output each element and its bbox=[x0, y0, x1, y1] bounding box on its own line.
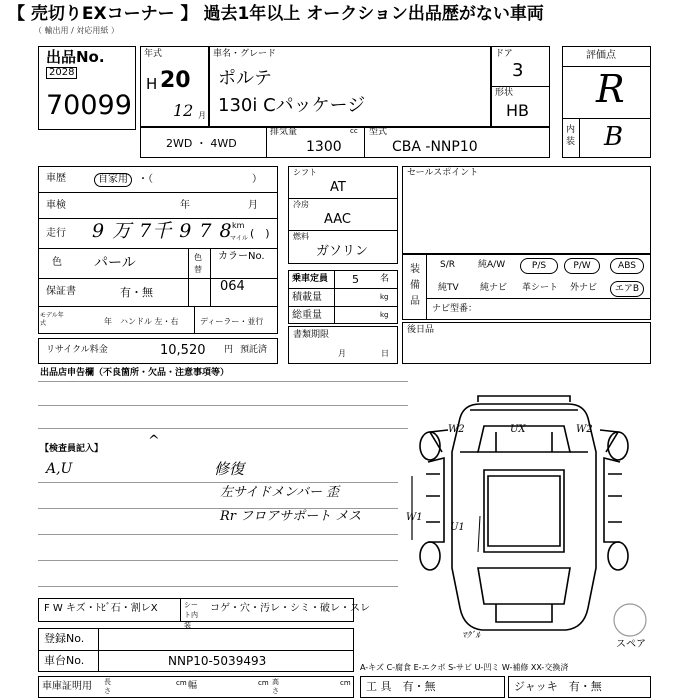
shape-label: 形状 bbox=[495, 88, 514, 98]
interior-score: B bbox=[604, 122, 624, 152]
chassis-value: NNP10-5039493 bbox=[168, 654, 267, 668]
displacement-label: 排気量 bbox=[270, 127, 298, 137]
year-value: 20 bbox=[160, 68, 191, 93]
recycle-label: リサイクル料金 bbox=[46, 345, 108, 355]
history-label: 車歴 bbox=[46, 173, 66, 184]
expiry-day: 日 bbox=[381, 349, 389, 358]
load-unit: kg bbox=[380, 293, 389, 301]
warranty-label: 保証書 bbox=[46, 286, 76, 297]
color-label: 色 bbox=[52, 257, 62, 268]
seat-label: シート内装 bbox=[184, 601, 198, 629]
equipment-label: 装備品 bbox=[410, 264, 420, 307]
inspection-month: 月 bbox=[248, 200, 258, 211]
shape-value: HB bbox=[506, 101, 530, 120]
history-rest: ・（ bbox=[138, 174, 153, 185]
equip-navi: 純ナビ bbox=[480, 283, 508, 293]
car-damage-diagram bbox=[400, 392, 660, 654]
expiry-month: 月 bbox=[338, 349, 346, 358]
color-code: 064 bbox=[220, 279, 245, 294]
inspection-year: 年 bbox=[180, 200, 190, 211]
mileage-paren: ( ) bbox=[250, 227, 270, 240]
expiry-label: 書類期限 bbox=[293, 330, 330, 340]
fuel-value: ガソリン bbox=[316, 244, 369, 259]
model-year-unit: 年 bbox=[104, 317, 112, 326]
mileage-mile: マイル bbox=[230, 235, 248, 242]
header-title: 【 売切りEXコーナー 】 過去1年以上 オークション出品歴がない車両 bbox=[8, 4, 544, 24]
capacity-label: 乗車定員 bbox=[292, 274, 329, 284]
inspector-tick: ^ bbox=[148, 433, 160, 449]
equip-pw: P/W bbox=[564, 258, 600, 274]
capacity-value: 5 bbox=[352, 273, 359, 286]
lot-number: 70099 bbox=[46, 90, 132, 121]
mileage-km: km bbox=[232, 221, 245, 230]
cert-height: 高さ bbox=[272, 678, 279, 695]
navi-model: ナビ型番： bbox=[432, 304, 478, 314]
ac-label: 冷房 bbox=[293, 200, 309, 209]
header-subtitle: （ 輸出用 / 対応用紙 ） bbox=[34, 26, 119, 35]
cert-cm3: cm bbox=[340, 679, 351, 687]
recycle-unit: 円 bbox=[224, 345, 234, 355]
name-label: 車名・グレード bbox=[213, 49, 277, 59]
legend2: コゲ・穴・汚レ・シミ・破レ・スレ bbox=[210, 603, 370, 614]
history-close: ） bbox=[252, 174, 262, 185]
spare-label: スペア bbox=[616, 639, 646, 650]
spare-note: ﾏｸﾞﾙ bbox=[462, 631, 481, 641]
year-label: 年式 bbox=[144, 49, 163, 59]
equip-airbag: エアB bbox=[610, 281, 644, 297]
color-change-label: 色替 bbox=[194, 253, 202, 274]
equip-aw: 純A/W bbox=[478, 260, 506, 270]
notice-label: 出品店申告欄（不良箇所・欠品・注意事項等） bbox=[40, 368, 230, 378]
memo-box bbox=[402, 322, 651, 364]
door-value: 3 bbox=[512, 60, 524, 81]
mark-ux: UX bbox=[510, 424, 526, 435]
equip-ps: P/S bbox=[520, 258, 558, 274]
fuel-label: 燃料 bbox=[293, 232, 309, 241]
shift-label: シフト bbox=[293, 168, 317, 177]
lot-label: 出品No. bbox=[46, 48, 105, 66]
gross-label: 総重量 bbox=[292, 310, 322, 321]
equip-sr: S/R bbox=[440, 260, 455, 270]
equip-leather: 革シート bbox=[522, 283, 559, 293]
cc-unit: cc bbox=[350, 127, 358, 135]
chassis-label: 車台No. bbox=[44, 654, 85, 667]
mark-w2-left: W2 bbox=[448, 424, 465, 435]
grade-score: R bbox=[596, 67, 625, 111]
interior-label: 内装 bbox=[566, 125, 576, 147]
warranty-value: 有・無 bbox=[120, 286, 153, 299]
mileage-value: 9 万 7千 9 7 8 bbox=[92, 220, 233, 242]
inspection-label: 車検 bbox=[46, 200, 66, 211]
inspector-note2: 左サイドメンバー 歪 bbox=[220, 485, 340, 500]
history-own: 自家用 bbox=[94, 173, 132, 187]
cert-label: 車庫証明用 bbox=[42, 681, 92, 692]
month-unit: 月 bbox=[198, 111, 206, 120]
equip-tv: 純TV bbox=[438, 283, 459, 293]
displacement-value: 1300 bbox=[306, 139, 342, 155]
cert-width: 幅 bbox=[188, 681, 198, 691]
mark-w2-right: W2 bbox=[576, 424, 593, 435]
dealer-value: ディーラー・並行 bbox=[200, 317, 264, 326]
vehicle-name: ポルテ bbox=[218, 68, 272, 89]
memo-label: 後日品 bbox=[407, 325, 435, 335]
legend1: F W キズ・ﾄﾋﾞ石・割レX bbox=[44, 603, 158, 614]
inspector-note1: 修復 bbox=[214, 460, 245, 478]
inspector-note-left: A,U bbox=[46, 461, 73, 477]
mark-u1: U1 bbox=[450, 522, 465, 533]
mark-w1: W1 bbox=[406, 512, 423, 523]
legend3: A-キズ C-腐食 E-エクボ S-サビ U-凹ミ W-補修 XX-交換済 bbox=[360, 663, 569, 672]
mileage-label: 走行 bbox=[46, 228, 66, 239]
gross-unit: kg bbox=[380, 311, 389, 319]
year-era: H bbox=[146, 75, 158, 93]
reg-label: 登録No. bbox=[44, 632, 85, 645]
color-value: パール bbox=[94, 255, 136, 271]
sales-box bbox=[402, 166, 651, 254]
capacity-unit: 名 bbox=[380, 274, 390, 284]
ac-value: AAC bbox=[324, 212, 351, 227]
equip-abs: ABS bbox=[610, 258, 644, 274]
equip-ext-navi: 外ナビ bbox=[570, 283, 598, 293]
cert-cm1: cm bbox=[176, 679, 187, 687]
tools-value: 工 具 有・無 bbox=[366, 680, 436, 693]
model-year-label: モデル年式 bbox=[40, 312, 64, 327]
jack-value: ジャッキ 有・無 bbox=[514, 680, 602, 693]
cert-cm2: cm bbox=[258, 679, 269, 687]
model-label: 型式 bbox=[369, 127, 388, 137]
lot-session: 2028 bbox=[46, 67, 77, 79]
handle-value: ハンドル 左・右 bbox=[120, 317, 179, 326]
recycle-deposit: 預託済 bbox=[240, 345, 268, 355]
recycle-amount: 10,520 bbox=[160, 343, 206, 358]
shift-value: AT bbox=[330, 180, 346, 195]
drive-value: 2WD ・ 4WD bbox=[166, 137, 237, 150]
inspector-note3: Rr フロアサポート メス bbox=[220, 509, 362, 524]
cert-long: 長さ bbox=[104, 678, 111, 695]
door-label: ドア bbox=[495, 49, 513, 59]
grade-label: 評価点 bbox=[586, 50, 616, 61]
model-value: CBA -NNP10 bbox=[392, 139, 478, 155]
load-label: 積載量 bbox=[292, 292, 322, 303]
inspector-label: 【検査員記入】 bbox=[40, 444, 104, 454]
color-code-label: カラーNo. bbox=[218, 251, 265, 262]
month-value: 12 bbox=[173, 101, 194, 120]
sales-label: セールスポイント bbox=[407, 168, 479, 178]
vehicle-grade: 130i Cパッケージ bbox=[218, 95, 366, 116]
